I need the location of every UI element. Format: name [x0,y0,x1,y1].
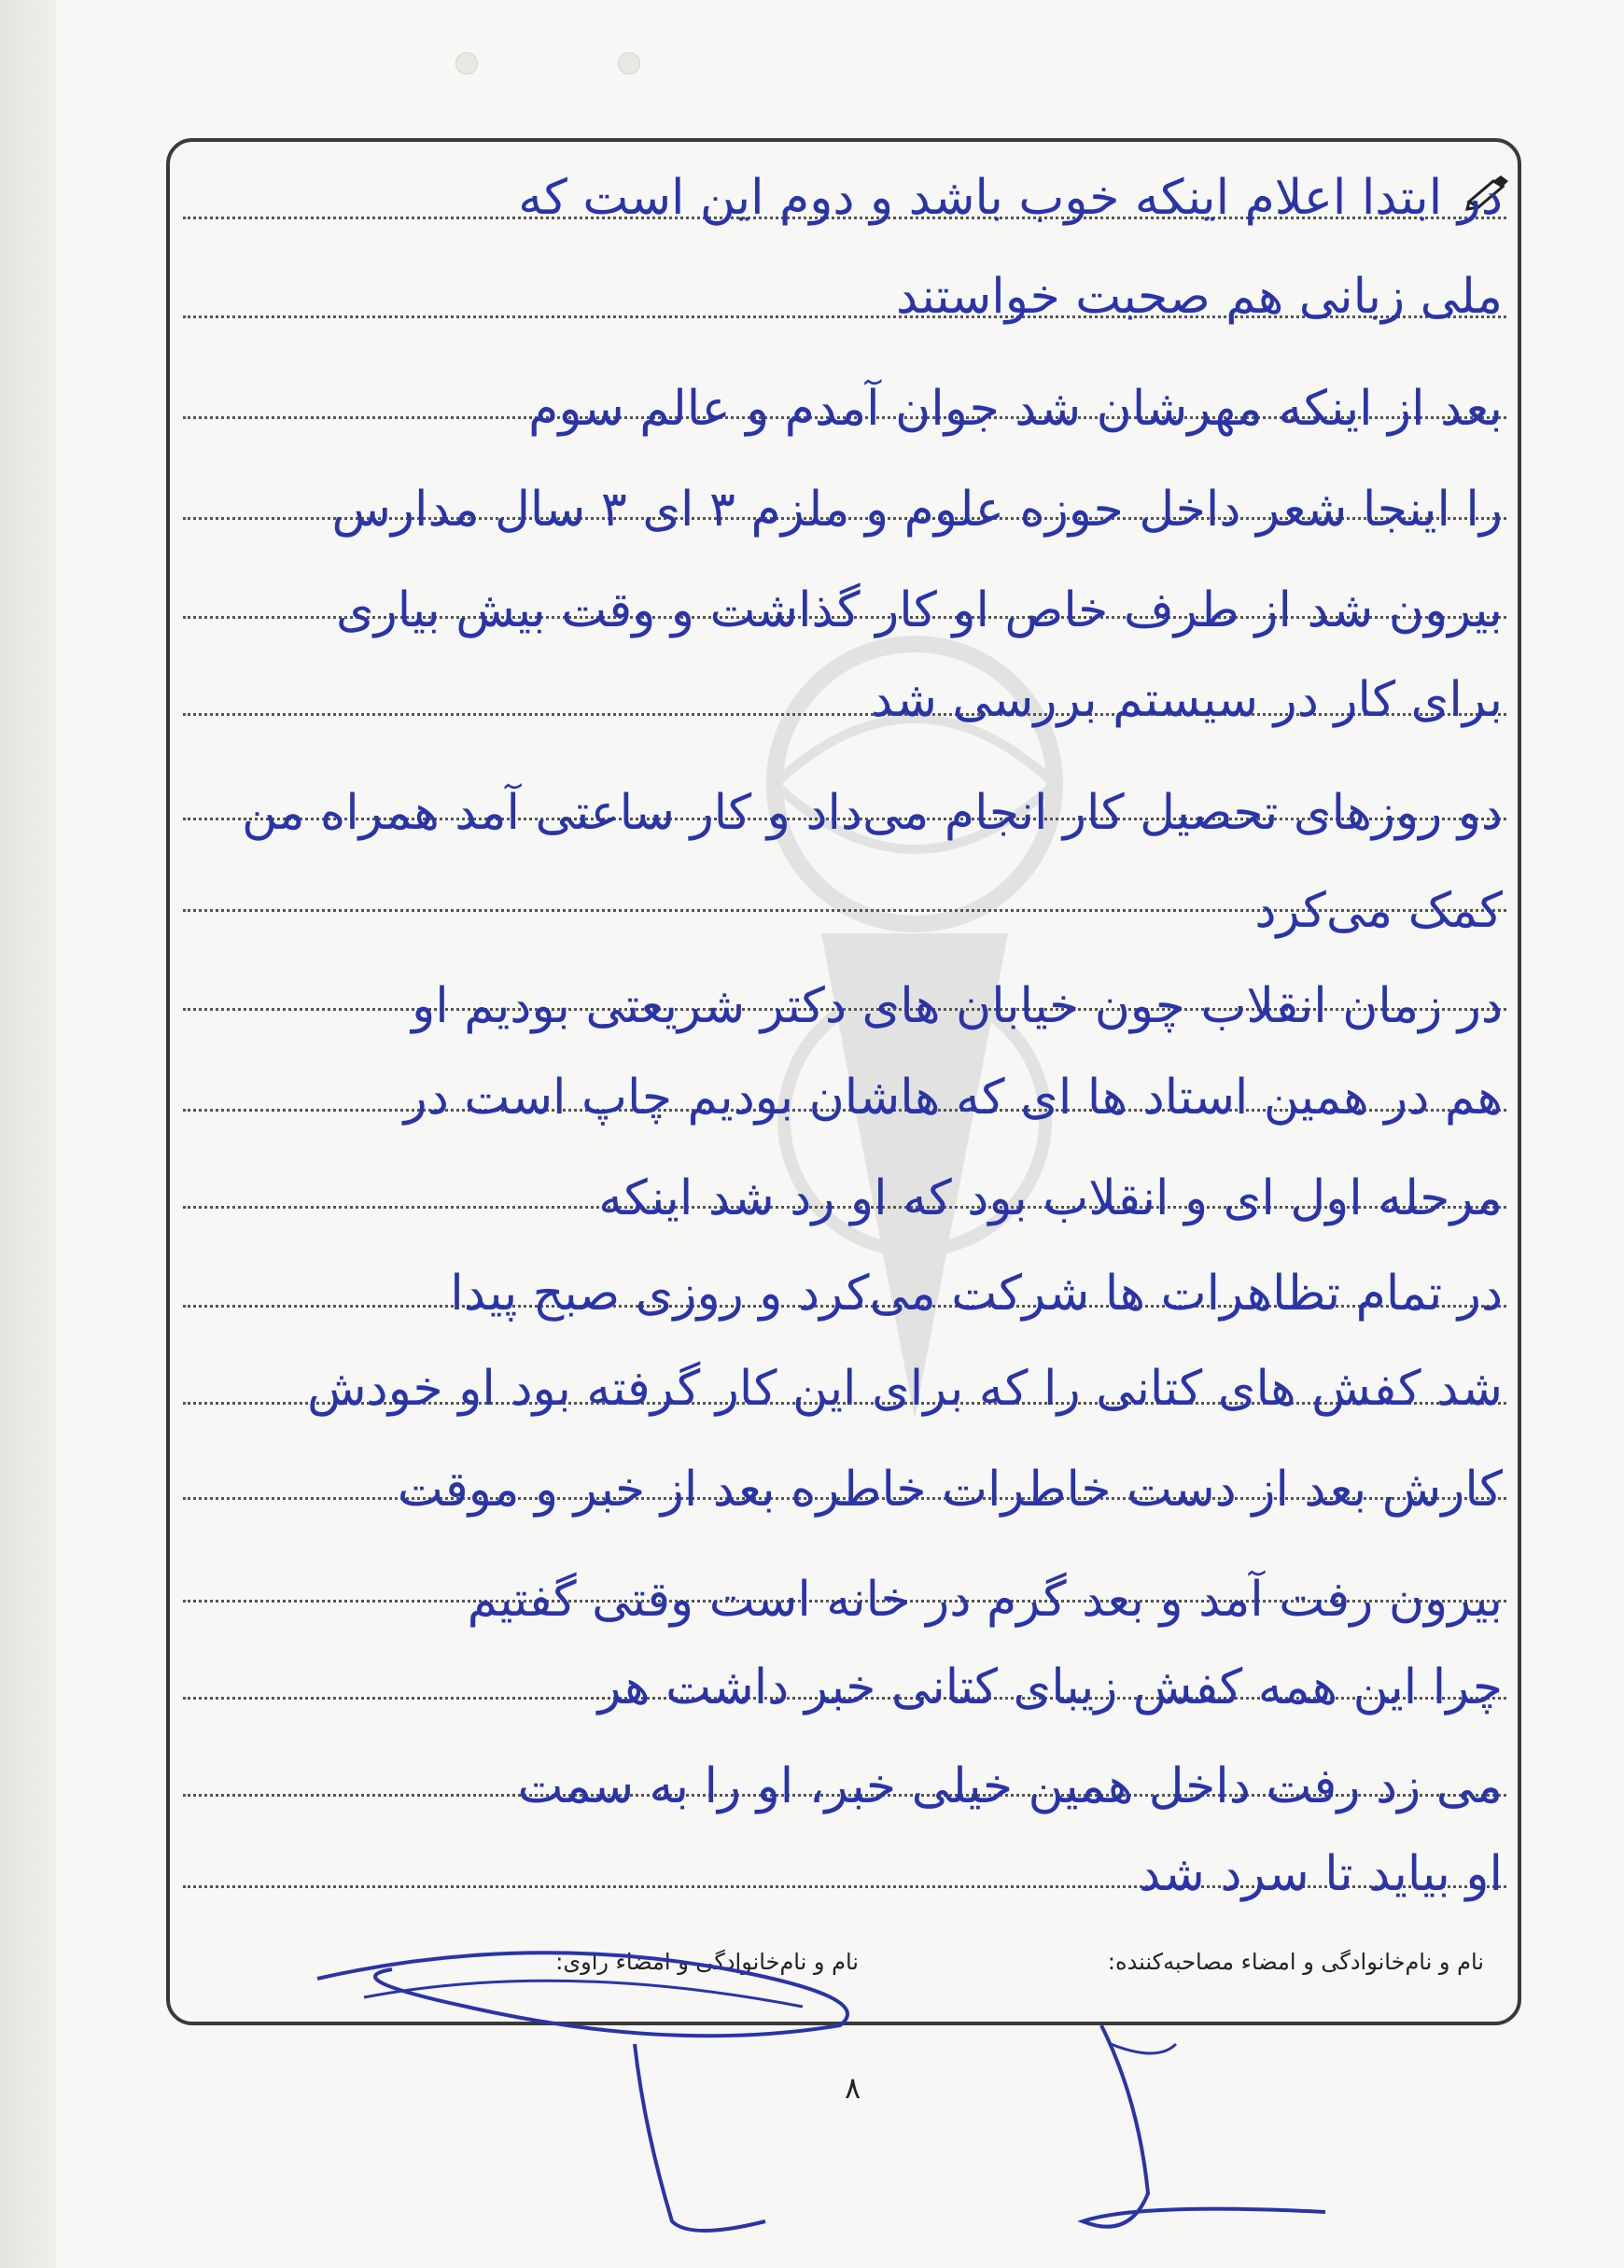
handwritten-line: مرحله اول ای و انقلاب بود که او رد شد اینکه [598,1170,1503,1226]
page-edge-shadow [0,0,58,2268]
handwritten-line: هم در همین استاد ها ای که هاشان بودیم چاپ است در [403,1070,1503,1126]
handwritten-line: بعد از اینکه مهرشان شد جوان آمدم و عالم سوم [528,381,1503,437]
interviewer-signature [1045,1988,1400,2268]
narrator-signature-label: نام و نام‌خانوادگی و امضاء راوی: [555,1949,859,1975]
handwritten-line: در زمان انقلاب چون خیابان های دکتر شریعتی بودیم او [412,978,1503,1034]
handwritten-line: بیرون شد از طرف خاص او کار گذاشت و وقت بیش بیاری [335,582,1503,638]
handwritten-line: دو روزهای تحصیل کار انجام می‌داد و کار ساعتی آمد همراه من [242,785,1503,841]
handwritten-line: را اینجا شعر داخل حوزه علوم و ملزم ۳ ای ۳ سال مدارس [331,482,1503,538]
punch-mark [455,52,478,75]
handwritten-line: چرا این همه کفش زیبای کتانی خبر داشت هر [597,1659,1503,1715]
handwritten-line: ملی زبانی هم صحبت خواستند [896,269,1503,325]
punch-mark [618,52,640,75]
handwritten-line: کمک می‌کرد [1254,883,1503,939]
handwritten-line: او بیاید تا سرد شد [1138,1846,1503,1902]
page-number: ۸ [845,2070,861,2106]
handwritten-line: در تمام تظاهرات ها شرکت می‌کرد و روزی صبح پیدا [450,1266,1503,1322]
handwritten-line: بیرون رفت آمد و بعد گرم در خانه است وقتی گفتیم [467,1572,1503,1628]
handwritten-line: برای کار در سیستم بررسی شد [871,672,1503,728]
handwritten-line: کارش بعد از دست خاطرات خاطره بعد از خبر و موقت [397,1462,1503,1518]
handwritten-line: می زد رفت داخل همین خیلی خبر، او را به سمت [517,1758,1503,1814]
interviewer-signature-label: نام و نام‌خانوادگی و امضاء مصاحبه‌کننده: [1107,1949,1484,1975]
handwritten-line: شد کفش های کتانی را که برای این کار گرفته بود او خودش [307,1361,1503,1417]
handwritten-line: در ابتدا اعلام اینکه خوب باشد و دوم این است که [518,170,1503,226]
